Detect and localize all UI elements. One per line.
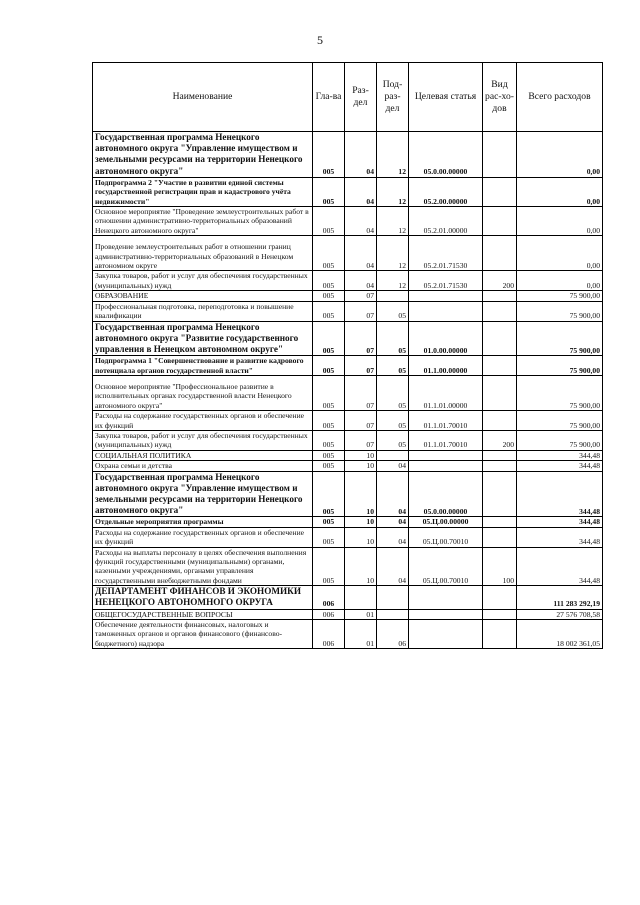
cell-target: 05.2.01.00000 (409, 207, 483, 236)
cell-vid (483, 236, 517, 271)
cell-name: Проведение землеустроительных работ в отношении границ административно-территориальных образований в Ненецком автономном округе (93, 236, 313, 271)
cell-target: 01.0.00.00000 (409, 321, 483, 356)
cell-name: Подпрограмма 2 "Участие в развитии единой системы государственной регистрации прав и кадастрового учёта недвижимости" (93, 177, 313, 206)
cell-razdel: 10 (345, 547, 377, 586)
cell-razdel: 10 (345, 517, 377, 527)
cell-total: 344,48 (517, 450, 603, 460)
cell-name: СОЦИАЛЬНАЯ ПОЛИТИКА (93, 450, 313, 460)
cell-glava: 005 (313, 301, 345, 321)
cell-vid (483, 356, 517, 376)
cell-glava: 005 (313, 517, 345, 527)
cell-razdel: 07 (345, 375, 377, 410)
cell-total: 0,00 (517, 236, 603, 271)
cell-target (409, 586, 483, 609)
cell-glava: 005 (313, 236, 345, 271)
cell-target: 05.0.00.00000 (409, 471, 483, 517)
cell-glava: 005 (313, 321, 345, 356)
cell-name: ДЕПАРТАМЕНТ ФИНАНСОВ И ЭКОНОМИКИ НЕНЕЦКОГО АВТОНОМНОГО ОКРУГА (93, 586, 313, 609)
cell-target: 05.Ц.00.70010 (409, 547, 483, 586)
cell-razdel: 04 (345, 132, 377, 178)
cell-razdel: 07 (345, 291, 377, 301)
cell-vid (483, 321, 517, 356)
cell-podrazdel: 12 (377, 207, 409, 236)
header-total: Всего расходов (517, 63, 603, 132)
cell-podrazdel: 05 (377, 375, 409, 410)
cell-target: 01.1.00.00000 (409, 356, 483, 376)
cell-total: 75 900,00 (517, 375, 603, 410)
cell-glava: 005 (313, 291, 345, 301)
cell-total: 27 576 708,58 (517, 609, 603, 619)
cell-name: Государственная программа Ненецкого автономного округа "Развитие государственного управления в Ненецком автономном округе" (93, 321, 313, 356)
cell-razdel: 04 (345, 177, 377, 206)
cell-total: 75 900,00 (517, 321, 603, 356)
cell-glava: 005 (313, 471, 345, 517)
cell-podrazdel: 05 (377, 356, 409, 376)
cell-podrazdel: 05 (377, 430, 409, 450)
cell-vid (483, 177, 517, 206)
cell-glava: 005 (313, 375, 345, 410)
cell-glava: 005 (313, 207, 345, 236)
cell-podrazdel: 04 (377, 471, 409, 517)
cell-total: 75 900,00 (517, 411, 603, 431)
cell-razdel: 04 (345, 207, 377, 236)
cell-target: 01.1.01.70010 (409, 411, 483, 431)
cell-razdel (345, 586, 377, 609)
cell-vid (483, 291, 517, 301)
cell-podrazdel: 12 (377, 236, 409, 271)
header-vid: Вид рас-хо-дов (483, 63, 517, 132)
cell-name: Основное мероприятие "Профессиональное развитие в исполнительных органах государственной власти Ненецкого автономного округа" (93, 375, 313, 410)
cell-target (409, 620, 483, 649)
cell-target: 05.Ц.00.70010 (409, 527, 483, 547)
cell-vid (483, 620, 517, 649)
cell-total: 111 283 292,19 (517, 586, 603, 609)
cell-vid (483, 461, 517, 471)
cell-podrazdel: 06 (377, 620, 409, 649)
cell-razdel: 07 (345, 321, 377, 356)
table-row (93, 471, 603, 517)
cell-name: ОБРАЗОВАНИЕ (93, 291, 313, 301)
cell-total: 0,00 (517, 177, 603, 206)
cell-glava: 005 (313, 132, 345, 178)
table-body (93, 132, 603, 649)
table-row (93, 132, 603, 178)
cell-podrazdel: 04 (377, 527, 409, 547)
cell-target (409, 461, 483, 471)
cell-vid (483, 609, 517, 619)
cell-razdel: 07 (345, 301, 377, 321)
cell-vid (483, 132, 517, 178)
cell-target: 01.1.01.00000 (409, 375, 483, 410)
cell-total: 18 002 361,05 (517, 620, 603, 649)
cell-name: Государственная программа Ненецкого автономного округа "Управление имуществом и земельными ресурсами на территории Ненецкого автономного округа" (93, 471, 313, 517)
cell-glava: 005 (313, 177, 345, 206)
cell-vid (483, 517, 517, 527)
cell-name: Отдельные мероприятия программы (93, 517, 313, 527)
cell-glava: 005 (313, 430, 345, 450)
table-header-row (93, 63, 603, 132)
cell-podrazdel: 12 (377, 132, 409, 178)
cell-total: 0,00 (517, 132, 603, 178)
table-row (93, 430, 603, 450)
cell-podrazdel (377, 609, 409, 619)
cell-glava: 005 (313, 547, 345, 586)
cell-glava: 005 (313, 461, 345, 471)
cell-target: 01.1.01.70010 (409, 430, 483, 450)
cell-vid (483, 586, 517, 609)
cell-target: 05.2.00.00000 (409, 177, 483, 206)
cell-podrazdel (377, 586, 409, 609)
table-row (93, 356, 603, 376)
cell-podrazdel: 04 (377, 547, 409, 586)
cell-name: Охрана семьи и детства (93, 461, 313, 471)
cell-razdel: 04 (345, 236, 377, 271)
cell-razdel: 10 (345, 450, 377, 460)
cell-vid (483, 207, 517, 236)
table-row (93, 207, 603, 236)
table-row (93, 375, 603, 410)
cell-vid: 200 (483, 430, 517, 450)
cell-target (409, 450, 483, 460)
cell-podrazdel (377, 450, 409, 460)
cell-target: 05.2.01.71530 (409, 271, 483, 291)
cell-target (409, 301, 483, 321)
table-row (93, 301, 603, 321)
cell-glava: 005 (313, 411, 345, 431)
cell-razdel: 07 (345, 430, 377, 450)
cell-total: 75 900,00 (517, 301, 603, 321)
cell-podrazdel: 12 (377, 177, 409, 206)
header-podrazdel: Под-раз-дел (377, 63, 409, 132)
cell-vid (483, 450, 517, 460)
cell-glava: 005 (313, 450, 345, 460)
cell-total: 75 900,00 (517, 356, 603, 376)
cell-name: Расходы на выплаты персоналу в целях обеспечения выполнения функций государственными (муниципальными) органами, казенными учреждениями, органами управления государственными внебюджетными фондами (93, 547, 313, 586)
table-row (93, 321, 603, 356)
cell-glava: 006 (313, 586, 345, 609)
cell-total: 344,48 (517, 527, 603, 547)
cell-razdel: 01 (345, 609, 377, 619)
cell-name: Закупка товаров, работ и услуг для обеспечения государственных (муниципальных) нужд (93, 430, 313, 450)
cell-podrazdel: 05 (377, 301, 409, 321)
cell-name: Закупка товаров, работ и услуг для обеспечения государственных (муниципальных) нужд (93, 271, 313, 291)
cell-name: Обеспечение деятельности финансовых, налоговых и таможенных органов и органов финансового (финансово-бюджетного) надзора (93, 620, 313, 649)
cell-podrazdel: 12 (377, 271, 409, 291)
cell-podrazdel (377, 291, 409, 301)
header-glava: Гла-ва (313, 63, 345, 132)
cell-target: 05.2.01.71530 (409, 236, 483, 271)
table-row (93, 411, 603, 431)
cell-name: Расходы на содержание государственных органов и обеспечение их функций (93, 527, 313, 547)
cell-total: 0,00 (517, 271, 603, 291)
cell-razdel: 01 (345, 620, 377, 649)
cell-total: 75 900,00 (517, 430, 603, 450)
cell-name: Государственная программа Ненецкого автономного округа "Управление имуществом и земельными ресурсами на территории Ненецкого автономного округа" (93, 132, 313, 178)
table-row (93, 547, 603, 586)
cell-total: 0,00 (517, 207, 603, 236)
cell-vid: 200 (483, 271, 517, 291)
cell-target: 05.0.00.00000 (409, 132, 483, 178)
table-row (93, 236, 603, 271)
cell-podrazdel: 04 (377, 461, 409, 471)
table-row (93, 461, 603, 471)
header-razdel: Раз-дел (345, 63, 377, 132)
table-row (93, 450, 603, 460)
cell-target (409, 609, 483, 619)
cell-podrazdel: 05 (377, 321, 409, 356)
table-row (93, 271, 603, 291)
cell-total: 344,48 (517, 547, 603, 586)
cell-total: 344,48 (517, 517, 603, 527)
cell-podrazdel: 04 (377, 517, 409, 527)
cell-razdel: 10 (345, 471, 377, 517)
cell-razdel: 04 (345, 271, 377, 291)
table-row (93, 291, 603, 301)
cell-vid (483, 527, 517, 547)
cell-glava: 006 (313, 609, 345, 619)
cell-name: Основное мероприятие "Проведение землеустроительных работ в отношении административно-территориальных образований Ненецкого автономного округа" (93, 207, 313, 236)
table-row (93, 517, 603, 527)
table-row (93, 527, 603, 547)
cell-podrazdel: 05 (377, 411, 409, 431)
cell-name: Профессиональная подготовка, переподготовка и повышение квалификации (93, 301, 313, 321)
header-target: Целевая статья (409, 63, 483, 132)
cell-total: 344,48 (517, 471, 603, 517)
cell-target (409, 291, 483, 301)
header-name: Наименование (93, 63, 313, 132)
table-row (93, 177, 603, 206)
cell-name: Подпрограмма 1 "Совершенствование и развитие кадрового потенциала органов государственной власти" (93, 356, 313, 376)
cell-vid: 100 (483, 547, 517, 586)
cell-vid (483, 375, 517, 410)
cell-glava: 005 (313, 271, 345, 291)
table-row (93, 620, 603, 649)
table-row (93, 586, 603, 609)
cell-glava: 006 (313, 620, 345, 649)
cell-total: 75 900,00 (517, 291, 603, 301)
cell-name: ОБЩЕГОСУДАРСТВЕННЫЕ ВОПРОСЫ (93, 609, 313, 619)
cell-total: 344,48 (517, 461, 603, 471)
cell-vid (483, 411, 517, 431)
cell-vid (483, 471, 517, 517)
cell-razdel: 10 (345, 461, 377, 471)
cell-target: 05.Ц.00.00000 (409, 517, 483, 527)
cell-razdel: 07 (345, 356, 377, 376)
cell-name: Расходы на содержание государственных органов и обеспечение их функций (93, 411, 313, 431)
cell-glava: 005 (313, 527, 345, 547)
cell-razdel: 10 (345, 527, 377, 547)
cell-glava: 005 (313, 356, 345, 376)
table-row (93, 609, 603, 619)
cell-razdel: 07 (345, 411, 377, 431)
cell-vid (483, 301, 517, 321)
page-number: 5 (317, 33, 323, 47)
budget-table (92, 62, 603, 649)
